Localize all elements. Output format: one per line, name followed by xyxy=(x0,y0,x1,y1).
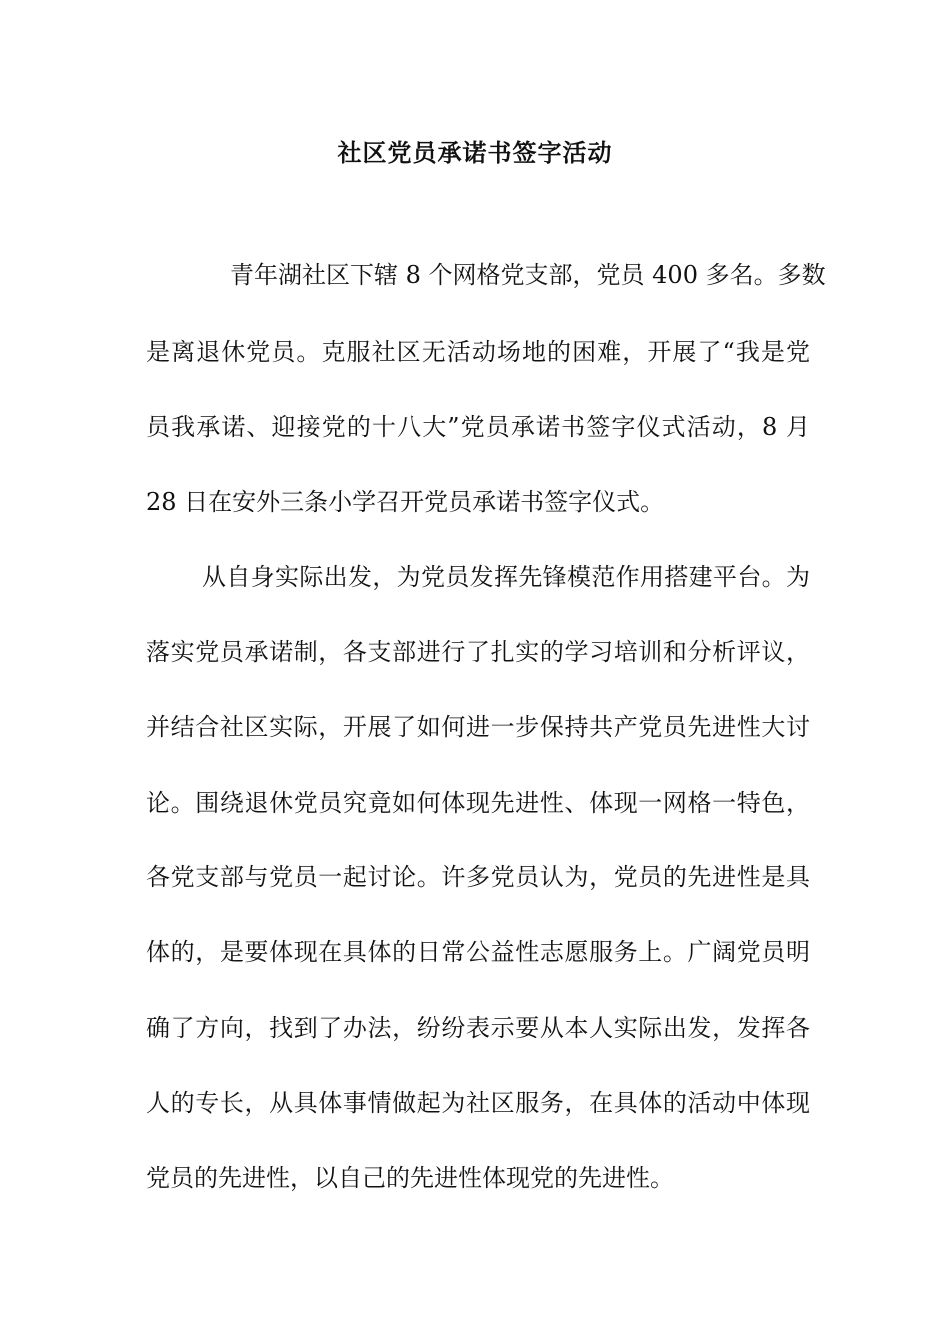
paragraph-line: 党员的先进性，以自己的先进性体现党的先进性。 xyxy=(146,1164,674,1192)
paragraph-line: 青年湖社区下辖 8 个网格党支部，党员 400 多名。多数 xyxy=(230,261,826,289)
paragraph-line: 28 日在安外三条小学召开党员承诺书签字仪式。 xyxy=(146,488,665,516)
paragraph-line: 体的，是要体现在具体的日常公益性志愿服务上。广阔党员明 xyxy=(146,938,810,966)
paragraph-line: 落实党员承诺制，各支部进行了扎实的学习培训和分析评议， xyxy=(146,638,810,666)
paragraph-line: 论。围绕退休党员究竟如何体现先进性、体现一网格一特色， xyxy=(146,789,810,817)
paragraph-line: 人的专长，从具体事情做起为社区服务，在具体的活动中体现 xyxy=(146,1089,810,1117)
document-title: 社区党员承诺书签字活动 xyxy=(337,138,613,167)
paragraph-line: 是离退休党员。克服社区无活动场地的困难，开展了“我是党 xyxy=(146,338,810,366)
paragraph-line: 从自身实际出发，为党员发挥先锋模范作用搭建平台。为 xyxy=(202,563,810,591)
paragraph-line: 并结合社区实际，开展了如何进一步保持共产党员先进性大讨 xyxy=(146,713,810,741)
paragraph-line: 确了方向，找到了办法，纷纷表示要从本人实际出发，发挥各 xyxy=(146,1014,810,1042)
paragraph-line: 各党支部与党员一起讨论。许多党员认为，党员的先进性是具 xyxy=(146,863,810,891)
paragraph-line: 员我承诺、迎接党的十八大”党员承诺书签字仪式活动，8 月 xyxy=(146,413,810,441)
